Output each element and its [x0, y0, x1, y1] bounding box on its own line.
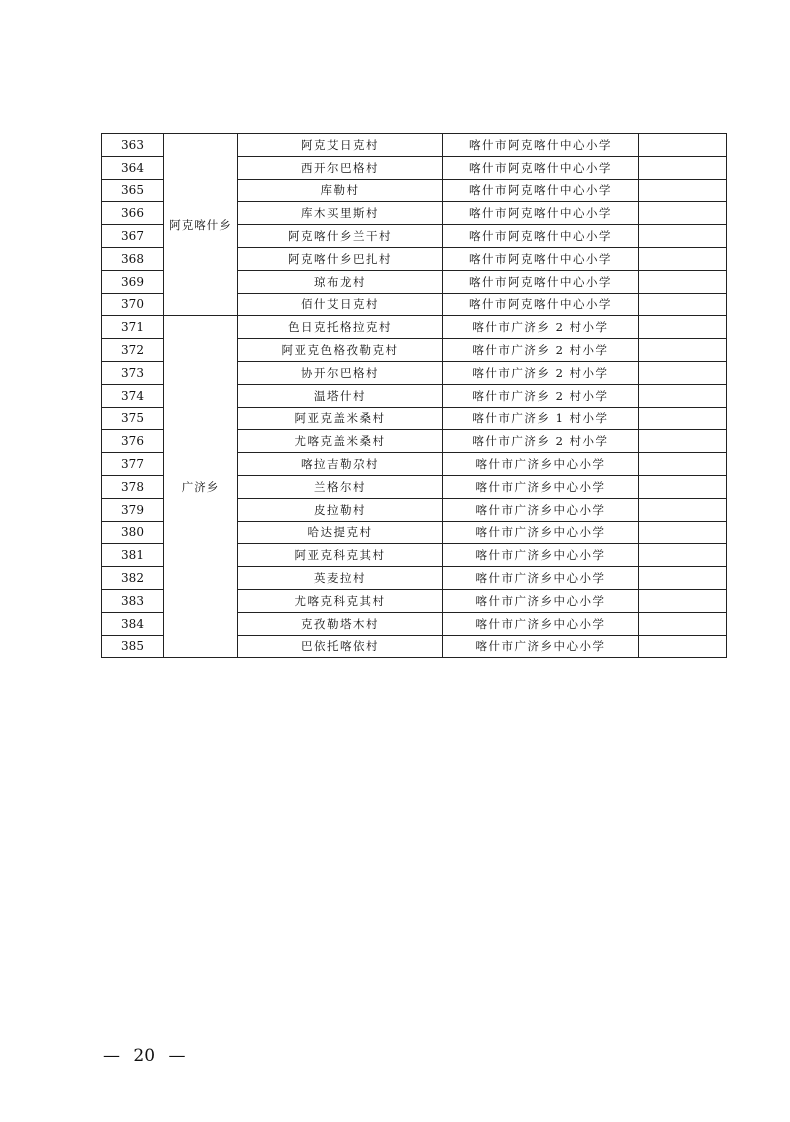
- note-cell: [639, 475, 727, 498]
- row-number: 364: [102, 156, 164, 179]
- school-name: 喀什市阿克喀什中心小学: [443, 247, 639, 270]
- village-name: 阿克喀什乡巴扎村: [238, 247, 443, 270]
- page-footer: [103, 1046, 185, 1066]
- row-number: 363: [102, 134, 164, 157]
- village-name: 阿亚克色格孜勒克村: [238, 339, 443, 362]
- row-number: 378: [102, 475, 164, 498]
- village-name: 哈达提克村: [238, 521, 443, 544]
- row-number: 369: [102, 270, 164, 293]
- village-name: 阿克艾日克村: [238, 134, 443, 157]
- footer-dash-left: —: [103, 1046, 120, 1066]
- note-cell: [639, 361, 727, 384]
- village-name: 兰格尔村: [238, 475, 443, 498]
- row-number: 372: [102, 339, 164, 362]
- row-number: 367: [102, 225, 164, 248]
- school-name: 喀什市广济乡 2 村小学: [443, 361, 639, 384]
- school-name: 喀什市广济乡 2 村小学: [443, 339, 639, 362]
- table-body: [102, 134, 727, 658]
- note-cell: [639, 430, 727, 453]
- village-name: 皮拉勒村: [238, 498, 443, 521]
- school-name: 喀什市阿克喀什中心小学: [443, 270, 639, 293]
- township-name: 广济乡: [164, 316, 238, 658]
- note-cell: [639, 202, 727, 225]
- note-cell: [639, 134, 727, 157]
- village-name: 阿克喀什乡兰干村: [238, 225, 443, 248]
- page-number: 20: [133, 1046, 156, 1066]
- village-name: 库木买里斯村: [238, 202, 443, 225]
- school-name: 喀什市广济乡中心小学: [443, 453, 639, 476]
- note-cell: [639, 225, 727, 248]
- village-name: 尤喀克科克其村: [238, 589, 443, 612]
- village-name: 协开尔巴格村: [238, 361, 443, 384]
- row-number: 383: [102, 589, 164, 612]
- row-number: 376: [102, 430, 164, 453]
- note-cell: [639, 339, 727, 362]
- row-number: 380: [102, 521, 164, 544]
- school-name: 喀什市阿克喀什中心小学: [443, 293, 639, 316]
- note-cell: [639, 567, 727, 590]
- village-name: 巴依托喀依村: [238, 635, 443, 658]
- note-cell: [639, 612, 727, 635]
- row-number: 381: [102, 544, 164, 567]
- row-number: 371: [102, 316, 164, 339]
- school-name: 喀什市广济乡 2 村小学: [443, 384, 639, 407]
- school-name: 喀什市广济乡中心小学: [443, 567, 639, 590]
- school-name: 喀什市广济乡中心小学: [443, 612, 639, 635]
- note-cell: [639, 635, 727, 658]
- village-name: 琼布龙村: [238, 270, 443, 293]
- note-cell: [639, 156, 727, 179]
- village-name: 阿亚克盖米桑村: [238, 407, 443, 430]
- township-name: 阿克喀什乡: [164, 134, 238, 316]
- school-name: 喀什市广济乡 1 村小学: [443, 407, 639, 430]
- row-number: 366: [102, 202, 164, 225]
- village-name: 色日克托格拉克村: [238, 316, 443, 339]
- school-name: 喀什市广济乡中心小学: [443, 475, 639, 498]
- village-name: 喀拉吉勒尕村: [238, 453, 443, 476]
- row-number: 368: [102, 247, 164, 270]
- row-number: 384: [102, 612, 164, 635]
- school-name: 喀什市广济乡中心小学: [443, 635, 639, 658]
- row-number: 379: [102, 498, 164, 521]
- note-cell: [639, 407, 727, 430]
- table-row: [102, 134, 727, 157]
- row-number: 373: [102, 361, 164, 384]
- row-number: 377: [102, 453, 164, 476]
- school-name: 喀什市阿克喀什中心小学: [443, 134, 639, 157]
- school-name: 喀什市广济乡中心小学: [443, 521, 639, 544]
- note-cell: [639, 453, 727, 476]
- school-name: 喀什市阿克喀什中心小学: [443, 179, 639, 202]
- note-cell: [639, 247, 727, 270]
- village-name: 佰什艾日克村: [238, 293, 443, 316]
- note-cell: [639, 544, 727, 567]
- row-number: 374: [102, 384, 164, 407]
- village-name: 尤喀克盖米桑村: [238, 430, 443, 453]
- village-name: 阿亚克科克其村: [238, 544, 443, 567]
- village-name: 克孜勒塔木村: [238, 612, 443, 635]
- note-cell: [639, 498, 727, 521]
- village-name: 温塔什村: [238, 384, 443, 407]
- row-number: 370: [102, 293, 164, 316]
- row-number: 382: [102, 567, 164, 590]
- village-name: 库勒村: [238, 179, 443, 202]
- school-name: 喀什市广济乡 2 村小学: [443, 430, 639, 453]
- school-name: 喀什市阿克喀什中心小学: [443, 202, 639, 225]
- row-number: 365: [102, 179, 164, 202]
- school-name: 喀什市广济乡中心小学: [443, 544, 639, 567]
- note-cell: [639, 293, 727, 316]
- row-number: 385: [102, 635, 164, 658]
- school-name: 喀什市广济乡 2 村小学: [443, 316, 639, 339]
- note-cell: [639, 179, 727, 202]
- note-cell: [639, 270, 727, 293]
- footer-dash-right: —: [168, 1046, 186, 1066]
- school-name: 喀什市广济乡中心小学: [443, 498, 639, 521]
- schools-table: [101, 133, 727, 658]
- note-cell: [639, 384, 727, 407]
- school-name: 喀什市广济乡中心小学: [443, 589, 639, 612]
- row-number: 375: [102, 407, 164, 430]
- note-cell: [639, 589, 727, 612]
- table-row: [102, 316, 727, 339]
- school-name: 喀什市阿克喀什中心小学: [443, 156, 639, 179]
- school-name: 喀什市阿克喀什中心小学: [443, 225, 639, 248]
- village-name: 西开尔巴格村: [238, 156, 443, 179]
- village-name: 英麦拉村: [238, 567, 443, 590]
- note-cell: [639, 521, 727, 544]
- note-cell: [639, 316, 727, 339]
